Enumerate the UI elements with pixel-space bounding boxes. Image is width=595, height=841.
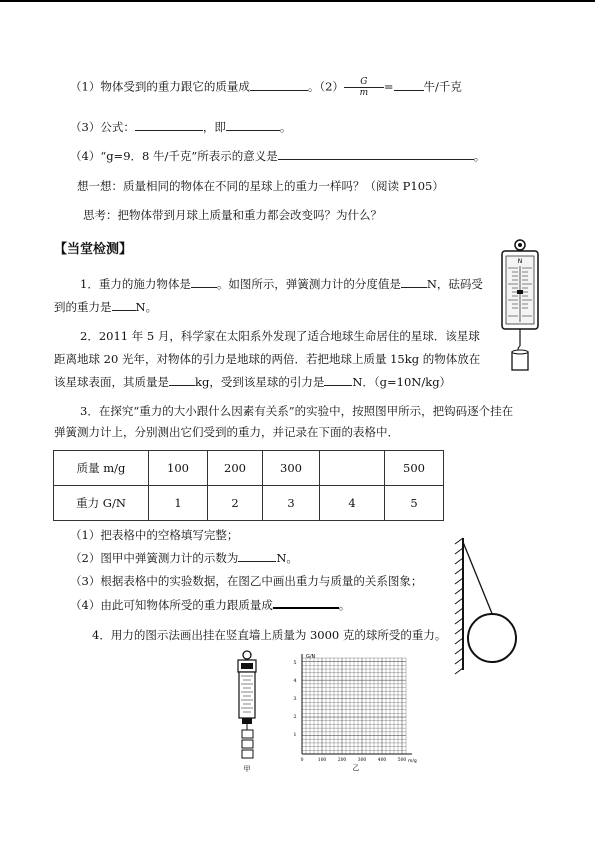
p1-a: 1．重力的施力物体是 <box>80 277 191 291</box>
p1-c: N，砝码受 <box>426 277 483 291</box>
think-1: 想一想：质量相同的物体在不同的星球上的重力一样吗？（阅读 P105） <box>77 179 444 193</box>
yi-label: 乙 <box>352 764 360 772</box>
scale-n-label: N <box>517 258 523 265</box>
q1-prefix: （1）物体受到的重力跟它的质量成 <box>70 79 250 94</box>
top-rule <box>0 0 595 2</box>
p2-line2: 距离地球 20 光年，对物体的引力是地球的两倍．若把地球上质量 15kg 的物体放在 <box>54 352 481 366</box>
q1-suffix: 。（2） <box>307 79 344 94</box>
q1-equals: = <box>383 79 394 94</box>
graph-x-tick-label: 300 <box>357 758 367 763</box>
table-cell: 质量 m/g <box>54 451 149 486</box>
table-cell: 300 <box>263 451 320 486</box>
q1-line <box>70 77 462 98</box>
q3-prefix: （3）公式： <box>70 120 135 134</box>
graph-y-tick-label: 5 <box>293 660 297 666</box>
q3-blank-2[interactable] <box>226 119 280 131</box>
sub-2b: N。 <box>276 551 298 565</box>
sub-4-blank[interactable] <box>273 596 339 609</box>
spring-scale-figure <box>498 238 544 374</box>
sub-4b: 。 <box>338 598 351 612</box>
graph-y-tick-label: 2 <box>293 714 297 720</box>
graph-x-tick-label: 100 <box>317 758 327 763</box>
graph-grid <box>302 658 406 754</box>
scale-pointer <box>517 290 523 294</box>
table-cell-empty[interactable] <box>320 451 385 486</box>
string-line <box>463 542 493 616</box>
p4-line: 4．用力的图示法画出挂在竖直墙上质量为 3000 克的球所受的重力。 <box>92 628 447 642</box>
graph-xlabel: m/g <box>408 759 417 764</box>
graph-y-tick-label: 4 <box>293 678 297 684</box>
q3-blank-1[interactable] <box>135 119 203 131</box>
p3-line1: 3．在探究“重力的大小跟什么因素有关系”的实验中，按照图甲所示，把钩码逐个挂在 <box>80 404 514 418</box>
graph-y-tick-label: 3 <box>293 696 297 702</box>
graph-ylabel: G/N <box>306 654 316 660</box>
p2-line1: 2．2011 年 5 月，科学家在太阳系外发现了适合地球生命居住的星球．该星球 <box>80 329 480 343</box>
q4-blank[interactable] <box>278 148 474 160</box>
table-cell: 500 <box>385 451 444 486</box>
table-cell: 1 <box>149 486 208 521</box>
wall-ball-figure <box>455 536 545 676</box>
p1-blank-2[interactable] <box>401 276 427 288</box>
jia-label: 甲 <box>243 765 251 773</box>
p2-line3 <box>54 374 451 390</box>
graph-x-tick-label: 0 <box>300 758 304 763</box>
p1-line2 <box>54 299 157 315</box>
sub-4a: （4）由此可知物体所受的重力跟质量成 <box>70 598 273 612</box>
table-cell: 100 <box>149 451 208 486</box>
p2-line3c: N．（g=10N/kg） <box>352 375 452 389</box>
frac-denominator: m <box>359 88 369 98</box>
q1-blank-2[interactable] <box>394 79 424 91</box>
q1-unit: 牛/千克 <box>423 79 462 94</box>
table-cell: 2 <box>208 486 263 521</box>
figure-yi-graph <box>286 650 426 775</box>
table-cell: 5 <box>385 486 444 521</box>
graph-x-tick-label: 400 <box>377 758 387 763</box>
table-cell: 重力 G/N <box>54 486 149 521</box>
p1-blank-1[interactable] <box>191 276 217 288</box>
p1-e: N。 <box>135 300 158 314</box>
graph-x-tick-label: 500 <box>397 758 407 763</box>
sub-3: （3）根据表格中的实验数据，在图乙中画出重力与质量的关系图象； <box>70 574 423 588</box>
p1-line1 <box>80 276 483 292</box>
p3-line2: 弹簧测力计上，分别测出它们受到的重力，并记录在下面的表格中． <box>54 425 399 439</box>
table-cell: 200 <box>208 451 263 486</box>
graph-x-ticks <box>301 757 407 763</box>
p2-blank-2[interactable] <box>324 374 352 386</box>
p1-blank-3[interactable] <box>112 299 136 311</box>
q3-suffix: 。 <box>279 120 292 134</box>
p2-blank-1[interactable] <box>169 374 195 386</box>
graph-y-tick-label: 1 <box>293 732 297 738</box>
q3-line <box>70 119 291 135</box>
sub-2a: （2）图甲中弹簧测力计的示数为 <box>70 551 239 565</box>
table-row <box>54 486 444 521</box>
figure-jia-spring-scale <box>233 650 263 775</box>
weight-block <box>512 352 528 370</box>
p2-line3a: 该星球表面，其质量是 <box>54 375 169 389</box>
q3-mid: ，即 <box>202 120 226 134</box>
q4-line <box>70 148 485 164</box>
think-2: 思考：把物体带到月球上质量和重力都会改变吗？为什么？ <box>83 208 382 222</box>
p1-d: 到的重力是 <box>54 300 112 314</box>
sub-2-blank[interactable] <box>238 550 276 562</box>
q1-blank[interactable] <box>250 79 308 91</box>
frac-numerator: G <box>360 77 368 87</box>
q4-suffix: 。 <box>473 149 486 163</box>
g-over-m-fraction <box>344 77 384 98</box>
hanging-ball <box>468 614 516 662</box>
table-cell: 4 <box>320 486 385 521</box>
sub-2 <box>70 550 298 566</box>
table-row <box>54 451 444 486</box>
graph-y-ticks <box>293 660 296 738</box>
sub-4 <box>70 596 350 613</box>
section-title: 【当堂检测】 <box>54 242 133 257</box>
sub-1: （1）把表格中的空格填写完整； <box>70 528 239 542</box>
q4-prefix: （4）“g=9．8 牛/千克”所表示的意义是 <box>70 149 278 163</box>
table-cell: 3 <box>263 486 320 521</box>
data-table <box>53 450 444 521</box>
graph-x-tick-label: 200 <box>337 758 347 763</box>
p2-line3b: kg，受到该星球的引力是 <box>195 375 325 389</box>
p1-b: 。如图所示，弹簧测力计的分度值是 <box>216 277 401 291</box>
